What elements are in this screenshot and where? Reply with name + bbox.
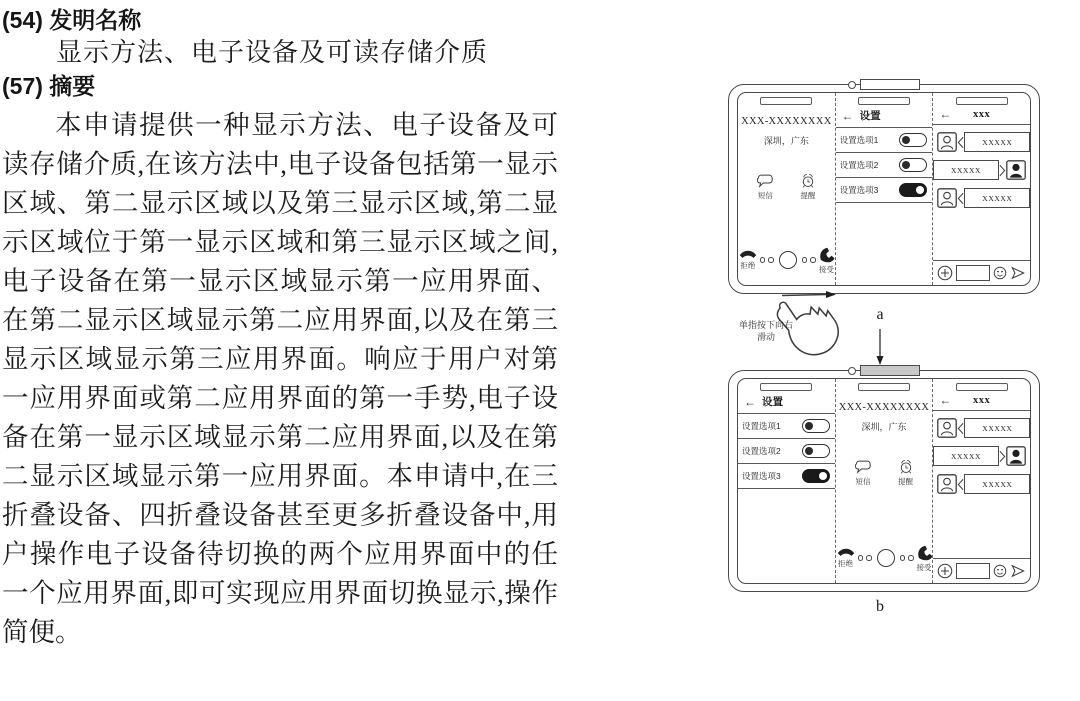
settings-option-row [836, 153, 933, 178]
accept-call-icon [818, 246, 835, 263]
option-label: 设置选项3 [839, 185, 879, 195]
chat-messages [933, 411, 1030, 558]
chat-message-left [937, 418, 1026, 438]
camera-dot [848, 367, 856, 375]
chat-messages [933, 125, 1030, 260]
accept-call-button [818, 246, 835, 275]
bubble-tail-icon [957, 136, 964, 149]
message-bubble: XXXXX [964, 188, 1030, 208]
sms-icon [855, 459, 872, 474]
emoji-icon [993, 266, 1007, 280]
camera-dot [848, 81, 856, 89]
call-actions [738, 246, 835, 275]
send-icon [1010, 564, 1026, 578]
back-arrow-icon: ← [939, 107, 952, 121]
gesture-label: 单指按下向右 滑动 [738, 320, 793, 342]
accept-label: 接受 [916, 563, 932, 572]
sms-icon [757, 173, 774, 188]
speaker-slot [858, 97, 910, 105]
settings-option-row [738, 464, 835, 489]
device-a [728, 84, 1040, 294]
message-input [956, 265, 990, 281]
back-arrow-icon: ← [939, 393, 952, 407]
add-attachment-icon [937, 265, 953, 281]
reject-call-icon [738, 246, 758, 259]
send-icon [1010, 266, 1026, 280]
option-label: 设置选项2 [839, 160, 879, 170]
sms-shortcut [855, 459, 872, 487]
reminder-icon [898, 459, 914, 474]
patent-figure [712, 78, 1072, 658]
invention-title: 显示方法、电子设备及可读存储介质 [56, 38, 489, 67]
contact-avatar-icon [937, 474, 957, 494]
device-a-chat-panel [932, 93, 1030, 285]
sms-label: 短信 [855, 477, 871, 486]
sms-label: 短信 [757, 191, 773, 200]
settings-option-row [836, 128, 933, 153]
device-b [728, 370, 1040, 592]
contact-avatar-icon [937, 132, 957, 152]
reminder-icon [800, 173, 816, 188]
caller-location: 深圳，广东 [861, 422, 907, 432]
caller-number: XXX-XXXXXXXX [838, 402, 930, 413]
reminder-label: 提醒 [898, 477, 913, 486]
chat-message-left [937, 474, 1026, 494]
device-a-settings-panel [835, 93, 933, 285]
answer-slider-knob [877, 549, 895, 567]
settings-option-row [738, 439, 835, 464]
reject-call-icon [836, 544, 856, 557]
bubble-tail-icon [999, 450, 1006, 463]
chat-message-right [937, 446, 1026, 466]
toggle-switch [802, 469, 830, 483]
option-label: 设置选项1 [839, 135, 879, 145]
chat-header [933, 105, 1030, 125]
device-a-call-panel [738, 93, 835, 285]
settings-option-row [738, 414, 835, 439]
settings-title: 设置 [859, 110, 881, 122]
chat-message-right [937, 160, 1026, 180]
option-label: 设置选项1 [742, 421, 781, 431]
sms-shortcut [757, 173, 774, 201]
settings-header [836, 105, 933, 128]
accept-call-icon [916, 544, 933, 561]
toggle-switch [899, 183, 927, 197]
toggle-switch [899, 158, 927, 172]
speaker-slot [956, 97, 1008, 105]
call-shortcuts [757, 173, 816, 201]
hinge [848, 79, 920, 90]
accept-call-button [916, 544, 933, 573]
device-b-chat-panel [932, 379, 1030, 583]
contact-avatar-icon [937, 418, 957, 438]
abstract-text: 本申请提供一种显示方法、电子设备及可读存储介质,在该方法中,电子设备包括第一显示区域、第二显示区域以及第三显示区域,第二显示区域位于第一显示区域和第三显示区域之间,电子设备在第一显示区域显示第一应用界面、在第二显示区域显示第二应用界面,以及在第三显示区域显示第三应用界面。响应于用户对第一应用界面或第二应用界面的第一手势,电子设备在第一显示区域显示第二应用界面,以及在第二显示区域显示第一应用界面。本申请中,在三折叠设备、四折叠设备甚至更多折叠设备中,用户操作电子设备待切换的两个应用界面中的任一个应用界面,即可实现应用界面切换显示,操作简便。 [2, 110, 558, 647]
chat-message-left [937, 188, 1026, 208]
reject-label: 拒绝 [838, 559, 854, 568]
reminder-shortcut [800, 173, 816, 201]
call-shortcuts [855, 459, 914, 487]
patent-text-block [2, 4, 558, 652]
reject-label: 拒绝 [740, 261, 756, 270]
back-arrow-icon: ← [841, 108, 854, 123]
message-bubble: XXXXX [964, 132, 1030, 152]
reject-call-button [738, 246, 758, 271]
figure-caption-a: a [876, 306, 884, 323]
toggle-switch [899, 133, 927, 147]
option-label: 设置选项3 [742, 471, 781, 481]
message-bubble: XXXXX [964, 418, 1030, 438]
reminder-shortcut [898, 459, 914, 487]
chat-input-bar [933, 260, 1030, 285]
bubble-tail-icon [999, 164, 1006, 177]
chat-title: xxx [973, 108, 991, 120]
message-bubble: XXXXX [964, 474, 1030, 494]
reminder-label: 提醒 [800, 191, 816, 200]
speaker-slot [858, 383, 910, 391]
settings-option-row [836, 178, 933, 203]
back-arrow-icon: ← [744, 394, 756, 409]
caller-location: 深圳，广东 [763, 136, 809, 146]
chat-title: xxx [973, 394, 991, 406]
message-bubble: XXXXX [933, 446, 999, 466]
device-a-screen [737, 92, 1031, 286]
message-bubble: XXXXX [933, 160, 999, 180]
reject-call-button [836, 544, 856, 569]
chat-message-left [937, 132, 1026, 152]
toggle-switch [802, 419, 830, 433]
speaker-slot [956, 383, 1008, 391]
device-b-call-panel [835, 379, 933, 583]
hinge [848, 365, 920, 376]
answer-slider-knob [779, 251, 797, 269]
self-avatar-icon [1006, 446, 1026, 466]
accept-label: 接受 [818, 265, 834, 274]
option-label: 设置选项2 [742, 446, 781, 456]
speaker-slot [760, 97, 812, 105]
field-57-label: (57) 摘要 [2, 73, 96, 99]
chat-input-bar [933, 558, 1030, 583]
emoji-icon [993, 564, 1007, 578]
settings-title: 设置 [762, 396, 783, 408]
device-b-settings-panel [738, 379, 835, 583]
settings-header [738, 391, 835, 414]
chat-header [933, 391, 1030, 411]
message-input [956, 563, 990, 579]
call-actions [836, 544, 933, 573]
device-b-screen [737, 378, 1031, 584]
bubble-tail-icon [957, 422, 964, 435]
caller-number: XXX-XXXXXXXX [741, 116, 832, 127]
contact-avatar-icon [937, 188, 957, 208]
answer-slider [760, 251, 816, 269]
figure-caption-b: b [876, 598, 884, 615]
hinge-bar [860, 79, 920, 90]
bubble-tail-icon [957, 192, 964, 205]
toggle-switch [802, 444, 830, 458]
self-avatar-icon [1006, 160, 1026, 180]
bubble-tail-icon [957, 478, 964, 491]
answer-slider [858, 549, 914, 567]
hinge-bar [860, 365, 920, 376]
add-attachment-icon [937, 563, 953, 579]
field-54-label: (54) 发明名称 [2, 7, 142, 33]
speaker-slot [760, 383, 812, 391]
